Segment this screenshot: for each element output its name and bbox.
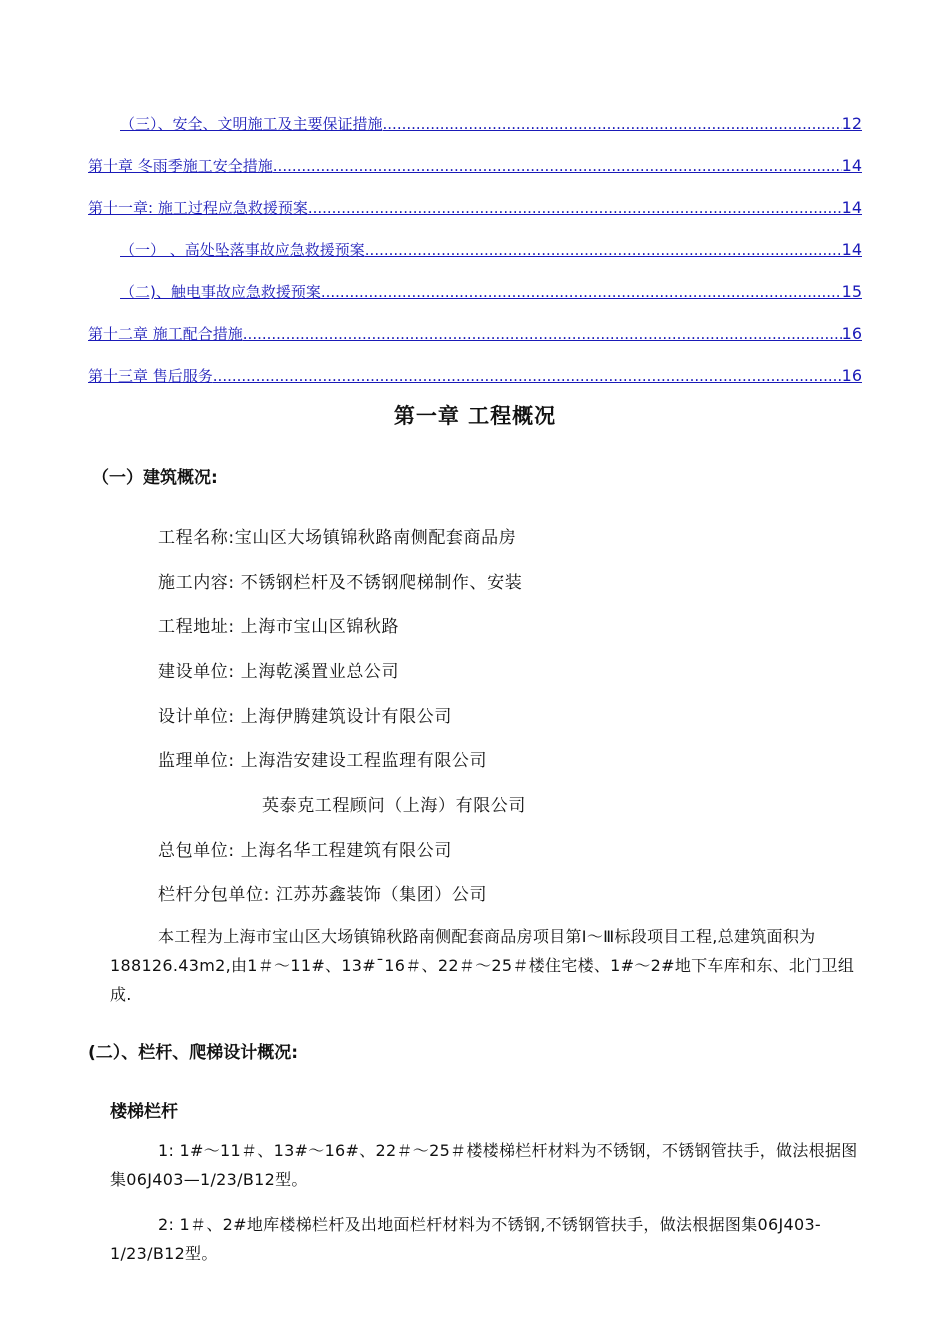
toc-entry[interactable] [120, 281, 862, 302]
toc-leader-dots [321, 283, 842, 301]
toc-entry[interactable] [88, 323, 862, 344]
toc-entry-page: 12 [841, 114, 862, 133]
info-line: 建设单位: 上海乾溪置业总公司 [158, 662, 400, 682]
toc-entry-label: （三）、安全、文明施工及主要保证措施 [120, 115, 383, 133]
info-line: 工程名称:宝山区大场镇锦秋路南侧配套商品房 [158, 528, 517, 548]
summary-paragraph: 本工程为上海市宝山区大场镇锦秋路南侧配套商品房项目第Ⅰ～Ⅲ标段项目工程,总建筑面积为188126.43m2,由1＃～11#、13#¯16＃、22＃～25＃楼住宅楼、1#～2#地下车库和东、北门卫组成. [110, 927, 855, 1004]
subsection-title: 楼梯栏杆 [110, 1102, 178, 1122]
info-line: 栏杆分包单位: 江苏苏鑫装饰（集团）公司 [158, 885, 488, 905]
toc-entry[interactable] [88, 197, 862, 218]
toc-entry[interactable] [120, 239, 862, 260]
toc-entry-page: 14 [841, 156, 862, 175]
info-line: 工程地址: 上海市宝山区锦秋路 [158, 617, 400, 637]
stair-item: 2: 1＃、2#地库楼梯栏杆及出地面栏杆材料为不锈钢,不锈钢管扶手，做法根据图集06J403-1/23/B12型。 [110, 1215, 821, 1263]
toc-entry-page: 15 [841, 282, 862, 301]
toc-entry-label: 第十章 冬雨季施工安全措施 [88, 157, 273, 175]
toc-entry-label: （二)、触电事故应急救援预案 [120, 283, 321, 301]
toc-leader-dots [213, 367, 842, 385]
toc-entry-page: 16 [841, 366, 862, 385]
toc-leader-dots [273, 157, 842, 175]
info-line: 英泰克工程顾问（上海）有限公司 [262, 796, 526, 816]
toc-entry-label: （一） 、高处坠落事故应急救援预案 [120, 241, 365, 259]
toc-entry-label: 第十三章 售后服务 [88, 367, 213, 385]
toc-leader-dots [383, 115, 842, 133]
info-line: 监理单位: 上海浩安建设工程监理有限公司 [158, 751, 488, 771]
toc-entry[interactable] [88, 365, 862, 386]
toc-leader-dots [308, 199, 842, 217]
toc-entry[interactable] [120, 113, 862, 134]
section-title: (二）、栏杆、爬梯设计概况: [88, 1043, 299, 1063]
toc-entry-page: 14 [841, 198, 862, 217]
chapter-title: 第一章 工程概况 [393, 404, 557, 428]
section-title: （一）建筑概况: [92, 468, 218, 488]
toc-entry-label: 第十一章: 施工过程应急救援预案 [88, 199, 308, 217]
info-line: 总包单位: 上海名华工程建筑有限公司 [158, 841, 452, 861]
info-line: 施工内容: 不锈钢栏杆及不锈钢爬梯制作、安装 [158, 573, 523, 593]
stair-item: 1: 1#～11＃、13#～16#、22＃～25＃楼楼梯栏杆材料为不锈钢，不锈钢管扶手，做法根据图集06J403—1/23/B12型。 [110, 1141, 858, 1189]
toc-entry[interactable] [88, 155, 862, 176]
toc-leader-dots [365, 241, 842, 259]
toc-entry-page: 16 [841, 324, 862, 343]
info-line: 设计单位: 上海伊腾建筑设计有限公司 [158, 707, 452, 727]
toc-entry-label: 第十二章 施工配合措施 [88, 325, 243, 343]
toc-leader-dots [243, 325, 842, 343]
toc-entry-page: 14 [841, 240, 862, 259]
